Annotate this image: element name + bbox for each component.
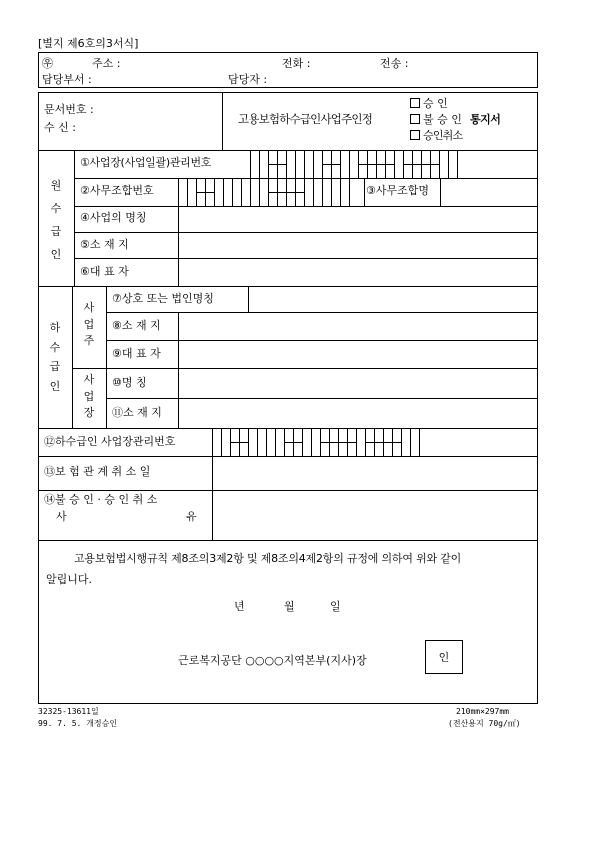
seal-box (425, 640, 463, 674)
field-label-office-name: ③사무조합명 (366, 184, 429, 197)
doc-title: 고용보험하수급인사업주인정 (238, 112, 373, 126)
statement-line-2: 알립니다. (46, 573, 93, 586)
notice-label: 통지서 (470, 113, 501, 126)
field-label-company-name: ⑦상호 또는 법인명칭 (112, 292, 214, 305)
seal-label: 인 (438, 651, 450, 664)
date-month: 월 (284, 600, 295, 613)
footer-code: 32325-13611일 (38, 707, 99, 716)
footer-paper: (전산용지 70g/㎡) (448, 719, 521, 728)
checkbox-icon (410, 98, 420, 108)
date-day: 일 (330, 600, 341, 613)
option-reject[interactable]: 불 승 인 (410, 114, 462, 125)
field-label-sub-location: ⑧소 재 지 (112, 319, 161, 332)
field-label-site-location: ⑪소 재 지 (112, 406, 162, 419)
dept-label: 담당부서 : (42, 73, 92, 86)
field-label-reason: ⑭불 승 인 · 승 인 취 소 (44, 493, 158, 506)
seal-icon: ㉾ (42, 57, 53, 70)
option-approve[interactable]: 승 인 (410, 98, 448, 109)
form-number: [별지 제6호의3서식] (38, 37, 139, 50)
recipient-label: 수 신 : (44, 121, 76, 134)
workplace-no-cells[interactable] (250, 150, 466, 178)
field-label-sub-workplace-no: ⑫하수급인 사업장관리번호 (44, 435, 176, 448)
doc-number-label: 문서번호 : (44, 103, 94, 116)
owner-label: 사 업 주 (83, 301, 95, 347)
field-label-reason-b: 유 (186, 510, 197, 523)
footer-size: 210mm×297mm (456, 707, 509, 716)
issuer-name: 근로복지공단 ○○○○지역본부(지사)장 (178, 654, 367, 667)
field-label-business-name: ④사업의 명칭 (80, 211, 147, 224)
field-label-representative: ⑥대 표 자 (80, 265, 129, 278)
checkbox-icon (410, 114, 420, 124)
field-label-office-no: ②사무조합번호 (80, 184, 154, 197)
field-label-location: ⑤소 재 지 (80, 238, 129, 251)
statement-line-1: 고용보험법시행규칙 제8조의3제2항 및 제8조의4제2항의 규정에 의하여 위와 같이 (74, 552, 462, 565)
office-no-cells[interactable] (178, 178, 358, 206)
field-label-sub-representative: ⑨대 표 자 (112, 347, 161, 360)
field-label-reason-a: 사 (56, 510, 67, 523)
sub-workplace-no-cells[interactable] (212, 428, 428, 456)
field-label-workplace-no: ①사업장(사업일괄)관리번호 (80, 156, 212, 169)
phone-label: 전화 : (282, 57, 311, 70)
field-label-cancel-date: ⑬보 험 관 계 취 소 일 (44, 465, 151, 478)
sub-group-label: 하 수 급 인 (49, 321, 61, 393)
site-label: 사 업 장 (83, 373, 95, 419)
field-label-site-name: ⑩명 칭 (112, 376, 147, 389)
checkbox-icon (410, 130, 420, 140)
fax-label: 전송 : (380, 57, 409, 70)
footer-approval: 99. 7. 5. 개정승인 (38, 719, 118, 728)
address-label: 주소 : (92, 57, 121, 70)
person-label: 담당자 : (228, 73, 268, 86)
original-group-label: 원 수 급 인 (50, 179, 62, 261)
date-year: 년 (234, 600, 245, 613)
option-cancel[interactable]: 승인취소 (410, 130, 462, 141)
